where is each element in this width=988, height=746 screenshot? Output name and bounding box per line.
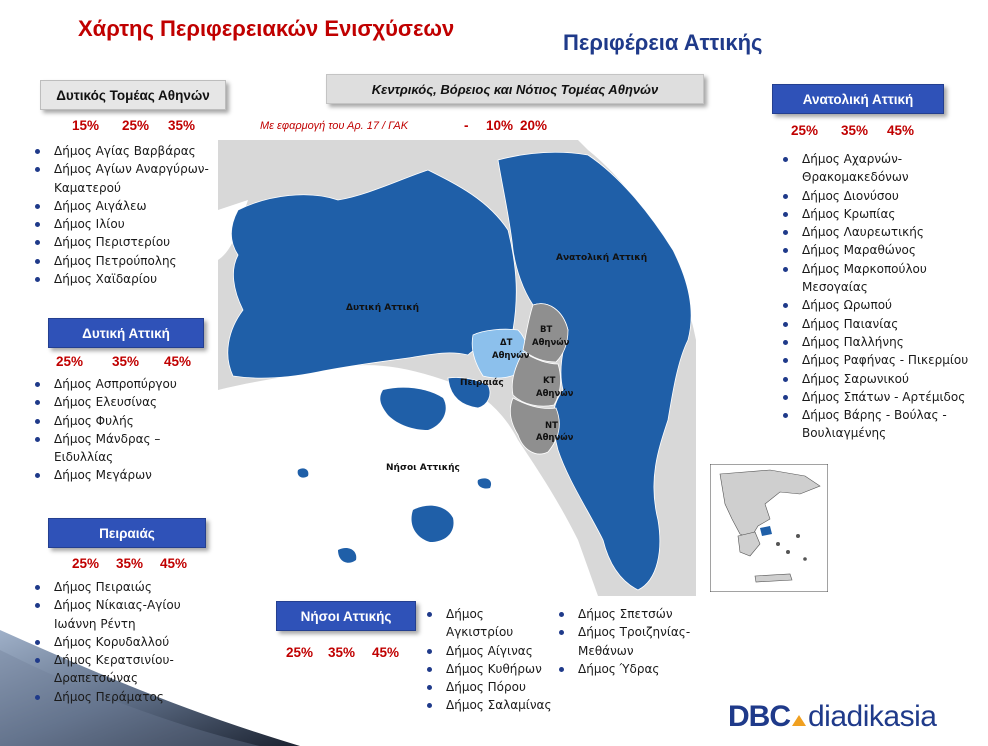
rates-piraeus: [72, 556, 187, 571]
header-west-athens: Δυτικός Τομέας Αθηνών: [40, 80, 226, 110]
rate-value: 10%: [486, 118, 514, 133]
map-label-west-attica: Δυτική Αττική: [346, 303, 419, 313]
list-item: Δήμος Περάματος: [32, 688, 222, 706]
rates-central-athens: [464, 118, 547, 133]
list-east-attica: [780, 150, 984, 443]
rate-value: 25%: [122, 118, 150, 133]
list-item: Δήμος Αιγάλεω: [32, 197, 222, 215]
list-item: Δήμος Χαϊδαρίου: [32, 270, 222, 288]
list-item: Δήμος Μεγάρων: [32, 466, 222, 484]
list-item: Δήμος Αίγινας: [424, 642, 554, 660]
list-item: Δήμος Κερατσινίου-Δραπετσώνας: [32, 651, 222, 688]
map-label-east-attica: Ανατολική Αττική: [556, 253, 648, 263]
list-west-attica: [32, 375, 222, 485]
rate-value: 25%: [56, 354, 84, 369]
rate-value: -: [464, 118, 469, 133]
list-item: Δήμος Ιλίου: [32, 215, 222, 233]
rates-west-attica: [56, 354, 191, 369]
list-item: Δήμος Ωρωπού: [780, 296, 984, 314]
header-islands: Νήσοι Αττικής: [276, 601, 416, 631]
rate-value: 45%: [887, 123, 915, 138]
map-label-south-athens-1: ΝΤ: [545, 421, 558, 431]
list-islands-col1: [424, 605, 554, 715]
map-label-central-athens-1: ΚΤ: [543, 376, 556, 386]
rate-value: 45%: [164, 354, 192, 369]
list-item: Δήμος Παιανίας: [780, 315, 984, 333]
map-label-islands: Νήσοι Αττικής: [386, 463, 460, 473]
list-item: Δήμος Αγκιστρίου: [424, 605, 554, 642]
header-central-athens: Κεντρικός, Βόρειος και Νότιος Τομέας Αθηνών: [326, 74, 704, 104]
rate-value: 45%: [160, 556, 188, 571]
list-item: Δήμος Λαυρεωτικής: [780, 223, 984, 241]
greece-inset-map: [710, 464, 828, 592]
list-item: Δήμος Νίκαιας-Αγίου Ιωάννη Ρέντη: [32, 596, 222, 633]
list-item: Δήμος Κρωπίας: [780, 205, 984, 223]
dbc-diadikasia-logo: [728, 700, 936, 734]
rate-value: 35%: [112, 354, 140, 369]
map-label-piraeus: Πειραιάς: [460, 378, 504, 388]
list-item: Δήμος Μαρκοπούλου Μεσογαίας: [780, 260, 984, 297]
header-east-attica: Ανατολική Αττική: [772, 84, 944, 114]
list-item: Δήμος Σαρωνικού: [780, 370, 984, 388]
list-item: Δήμος Παλλήνης: [780, 333, 984, 351]
list-item: Δήμος Σπετσών: [556, 605, 706, 623]
list-item: Δήμος Κυθήρων: [424, 660, 554, 678]
list-item: Δήμος Μάνδρας – Ειδυλλίας: [32, 430, 222, 467]
list-item: Δήμος Φυλής: [32, 412, 222, 430]
map-label-west-athens-2: Αθηνών: [492, 351, 530, 361]
header-piraeus: Πειραιάς: [48, 518, 206, 548]
attica-map: [218, 140, 696, 596]
rates-islands: [286, 645, 399, 660]
list-item: Δήμος Σαλαμίνας: [424, 696, 554, 714]
logo-name: diadikasia: [808, 700, 937, 733]
map-label-north-athens-2: Αθηνών: [532, 338, 570, 348]
region-title: Περιφέρεια Αττικής: [563, 30, 763, 55]
note-article-17: Με εφαρμογή του Αρ. 17 / ΓΑΚ: [260, 120, 409, 132]
list-islands-col2: [556, 605, 706, 678]
list-item: Δήμος Αγίων Αναργύρων-Καματερού: [32, 160, 222, 197]
list-item: Δήμος Σπάτων - Αρτέμιδος: [780, 388, 984, 406]
rates-east-attica: [791, 123, 914, 138]
map-label-south-athens-2: Αθηνών: [536, 433, 574, 443]
list-west-athens: [32, 142, 222, 288]
rate-value: 25%: [286, 645, 314, 660]
list-item: Δήμος Ελευσίνας: [32, 393, 222, 411]
map-label-west-athens-1: ΔΤ: [500, 338, 513, 348]
list-item: Δήμος Ασπροπύργου: [32, 375, 222, 393]
rate-value: 35%: [116, 556, 144, 571]
rate-value: 25%: [72, 556, 100, 571]
list-item: Δήμος Κορυδαλλού: [32, 633, 222, 651]
map-label-north-athens-1: ΒΤ: [540, 325, 553, 335]
list-item: Δήμος Αχαρνών-Θρακομακεδόνων: [780, 150, 984, 187]
rate-value: 35%: [328, 645, 356, 660]
page-title: Χάρτης Περιφερειακών Ενισχύσεων: [78, 16, 455, 41]
list-item: Δήμος Πειραιώς: [32, 578, 222, 596]
list-item: Δήμος Περιστερίου: [32, 233, 222, 251]
rate-value: 35%: [841, 123, 869, 138]
list-item: Δήμος Τροιζηνίας-Μεθάνων: [556, 623, 706, 660]
logo-brand: DBC: [728, 700, 790, 733]
list-item: Δήμος Ραφήνας - Πικερμίου: [780, 351, 984, 369]
list-item: Δήμος Πετρούπολης: [32, 252, 222, 270]
rate-value: 25%: [791, 123, 819, 138]
list-item: Δήμος Ύδρας: [556, 660, 706, 678]
rate-value: 45%: [372, 645, 400, 660]
header-west-attica: Δυτική Αττική: [48, 318, 204, 348]
list-piraeus: [32, 578, 222, 706]
list-item: Δήμος Βάρης - Βούλας - Βουλιαγμένης: [780, 406, 984, 443]
rate-value: 20%: [520, 118, 548, 133]
list-item: Δήμος Πόρου: [424, 678, 554, 696]
list-item: Δήμος Μαραθώνος: [780, 241, 984, 259]
logo-triangle-icon: [792, 715, 806, 726]
rate-value: 35%: [168, 118, 196, 133]
rate-value: 15%: [72, 118, 100, 133]
list-item: Δήμος Αγίας Βαρβάρας: [32, 142, 222, 160]
map-label-central-athens-2: Αθηνών: [536, 389, 574, 399]
list-item: Δήμος Διονύσου: [780, 187, 984, 205]
rates-west-athens: [72, 118, 195, 133]
